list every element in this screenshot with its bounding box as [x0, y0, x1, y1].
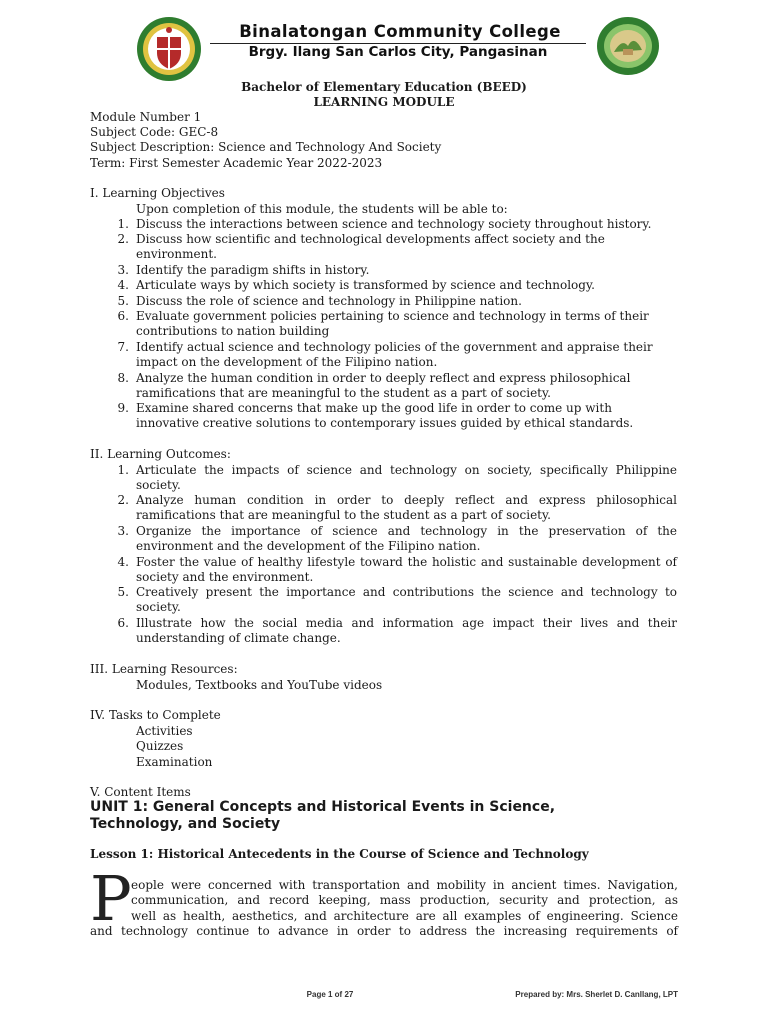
drop-cap: P	[90, 862, 132, 935]
list-text: Evaluate government policies pertaining to science and technology in terms of their contributions to nation building	[136, 309, 649, 339]
subject-code: Subject Code: GEC-8	[90, 125, 219, 139]
list-text: Organize the importance of science and technology in the preservation of the environment and the development of the Filipino nation.	[136, 524, 677, 554]
page-number: Page 1 of 27	[306, 990, 354, 999]
module-kind-title: LEARNING MODULE	[313, 95, 455, 109]
list-number: 8.	[117, 371, 129, 385]
list-number: 6.	[117, 309, 129, 323]
list-text: Discuss the interactions between science and technology society throughout history.	[136, 217, 652, 231]
paragraph-line: and technology continue to advance in order to address the increasing requirements of	[90, 924, 678, 938]
term: Term: First Semester Academic Year 2022-2023	[90, 156, 383, 170]
college-seal-icon	[136, 16, 202, 82]
list-text: Articulate the impacts of science and technology on society, specifically Philippine society.	[136, 463, 677, 493]
subject-description: Subject Description: Science and Technology And Society	[90, 140, 442, 154]
paragraph-line: communication, and record keeping, mass production, security and protection, as	[131, 893, 678, 907]
list-number: 3.	[117, 524, 129, 538]
city-seal-icon	[596, 16, 660, 76]
list-number: 2.	[117, 493, 129, 507]
resources-text: Modules, Textbooks and YouTube videos	[136, 678, 383, 692]
list-number: 2.	[117, 232, 129, 246]
list-number: 3.	[117, 263, 129, 277]
outcomes-heading: II. Learning Outcomes:	[90, 447, 231, 461]
prepared-by: Prepared by: Mrs. Sherlet D. Canllang, LPT	[515, 990, 678, 999]
college-address: Brgy. Ilang San Carlos City, Pangasinan	[248, 44, 548, 60]
content-heading: V. Content Items	[90, 785, 191, 799]
paragraph-line: eople were concerned with transportation and mobility in ancient times. Navigation,	[131, 878, 678, 892]
list-number: 4.	[117, 278, 129, 292]
lesson-title: Lesson 1: Historical Antecedents in the Course of Science and Technology	[90, 847, 589, 861]
list-number: 5.	[117, 585, 129, 599]
list-number: 7.	[117, 340, 129, 354]
task-item: Examination	[136, 755, 213, 769]
paragraph-line: well as health, aesthetics, and architecture are all examples of engineering. Science	[131, 909, 678, 923]
objectives-heading: I. Learning Objectives	[90, 186, 225, 200]
list-text: Creatively present the importance and contributions the science and technology to society.	[136, 585, 677, 615]
list-text: Examine shared concerns that make up the good life in order to come up with innovative creative solutions to contemporary issues guided by ethical standards.	[136, 401, 634, 431]
resources-heading: III. Learning Resources:	[90, 662, 238, 676]
list-text: Identify actual science and technology policies of the government and appraise their impact on the development of the Filipino nation.	[136, 340, 653, 370]
list-text: Discuss the role of science and technology in Philippine nation.	[136, 294, 522, 308]
list-number: 6.	[117, 616, 129, 630]
list-number: 4.	[117, 555, 129, 569]
list-number: 9.	[117, 401, 129, 415]
page-header	[0, 0, 768, 80]
program-title: Bachelor of Elementary Education (BEED)	[241, 80, 527, 94]
unit-title: UNIT 1: General Concepts and Historical Events in Science, Technology, and Society	[90, 799, 556, 832]
tasks-heading: IV. Tasks to Complete	[90, 708, 221, 722]
objectives-intro: Upon completion of this module, the students will be able to:	[136, 202, 508, 216]
list-number: 5.	[117, 294, 129, 308]
list-text: Discuss how scientific and technological developments affect society and the environment.	[136, 232, 605, 262]
college-name: Binalatongan Community College	[239, 22, 561, 41]
task-item: Quizzes	[136, 739, 184, 753]
list-text: Analyze human condition in order to deeply reflect and express philosophical ramifications that are meaningful to the student as a part of society.	[136, 493, 677, 523]
list-text: Identify the paradigm shifts in history.	[136, 263, 370, 277]
list-text: Foster the value of healthy lifestyle toward the holistic and sustainable development of society and the environment.	[136, 555, 677, 585]
module-number: Module Number 1	[90, 110, 202, 124]
list-text: Illustrate how the social media and information age impact their lives and their understanding of climate change.	[136, 616, 677, 646]
list-text: Analyze the human condition in order to deeply reflect and express philosophical ramifications that are meaningful to the student as a part of society.	[136, 371, 631, 401]
task-item: Activities	[136, 724, 193, 738]
list-text: Articulate ways by which society is transformed by science and technology.	[136, 278, 595, 292]
list-number: 1.	[117, 217, 129, 231]
list-number: 1.	[117, 463, 129, 477]
